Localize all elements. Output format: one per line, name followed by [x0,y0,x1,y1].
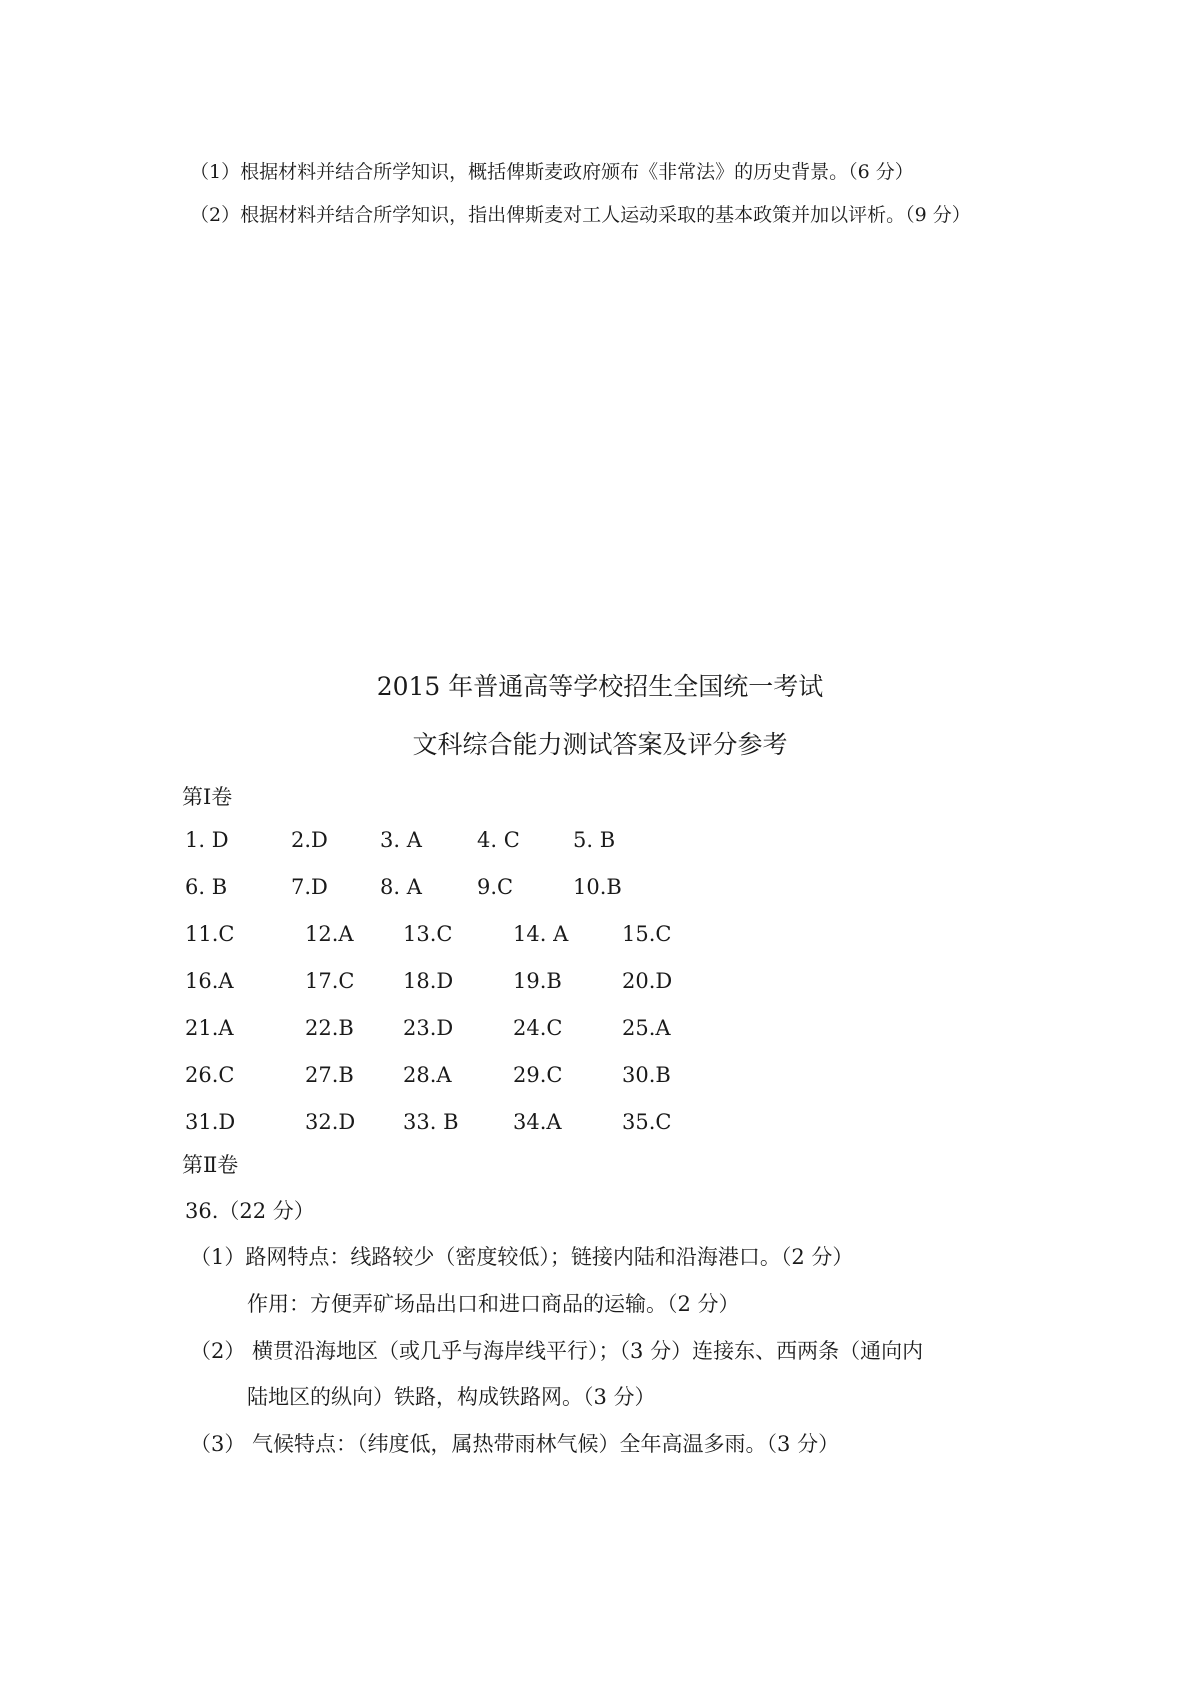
section-2-heading: 第Ⅱ卷 [182,1153,239,1177]
answer-7: 7.D [291,875,328,899]
answer-5: 5. B [573,828,616,852]
answer-10: 10.B [573,875,622,899]
answer-8: 8. A [380,875,422,899]
answer-24: 24.C [513,1016,563,1040]
page-title: 2015 年普通高等学校招生全国统一考试 [376,672,824,701]
answer-20: 20.D [622,969,673,993]
answer-31: 31.D [185,1110,236,1134]
answer-35: 35.C [622,1110,672,1134]
answer-3: 3. A [380,828,422,852]
answer-16: 16.A [185,969,234,993]
answer-4: 4. C [477,828,520,852]
answer-23: 23.D [403,1016,454,1040]
answer-22: 22.B [305,1016,354,1040]
answer-9: 9.C [477,875,514,899]
answer-27: 27.B [305,1063,354,1087]
question-1: （1）根据材料并结合所学知识，概括俾斯麦政府颁布《非常法》的历史背景。（6 分） [190,161,914,183]
answer-13: 13.C [403,922,453,946]
page-subtitle: 文科综合能力测试答案及评分参考 [412,730,788,759]
section-1-heading: 第Ⅰ卷 [182,785,233,809]
answer-21: 21.A [185,1016,234,1040]
answer-29: 29.C [513,1063,563,1087]
answer-6: 6. B [185,875,228,899]
answer-32: 32.D [305,1110,356,1134]
question-2: （2）根据材料并结合所学知识，指出俾斯麦对工人运动采取的基本政策并加以评析。（9 分） [190,204,971,226]
answer-25: 25.A [622,1016,671,1040]
answer-34: 34.A [513,1110,562,1134]
q36-answer-line-1: （1）路网特点：线路较少（密度较低）；链接内陆和沿海港口。（2 分） [190,1245,854,1269]
answer-14: 14. A [513,922,569,946]
q36-answer-line-2: 作用：方便弄矿场品出口和进口商品的运输。（2 分） [247,1292,740,1316]
q36-answer-line-3: （2） 横贯沿海地区（或几乎与海岸线平行）；（3 分）连接东、西两条（通向内 [190,1339,924,1363]
answer-11: 11.C [185,922,235,946]
q36-answer-line-4: 陆地区的纵向）铁路，构成铁路网。（3 分） [247,1385,656,1409]
question-36-heading: 36.（22 分） [185,1199,315,1223]
answer-17: 17.C [305,969,355,993]
answer-15: 15.C [622,922,672,946]
answer-26: 26.C [185,1063,235,1087]
q36-answer-line-5: （3） 气候特点：（纬度低，属热带雨林气候）全年高温多雨。（3 分） [190,1432,840,1456]
answer-18: 18.D [403,969,454,993]
answer-12: 12.A [305,922,354,946]
answer-30: 30.B [622,1063,671,1087]
answer-19: 19.B [513,969,562,993]
answer-33: 33. B [403,1110,459,1134]
answer-1: 1. D [185,828,229,852]
answer-28: 28.A [403,1063,452,1087]
answer-2: 2.D [291,828,328,852]
